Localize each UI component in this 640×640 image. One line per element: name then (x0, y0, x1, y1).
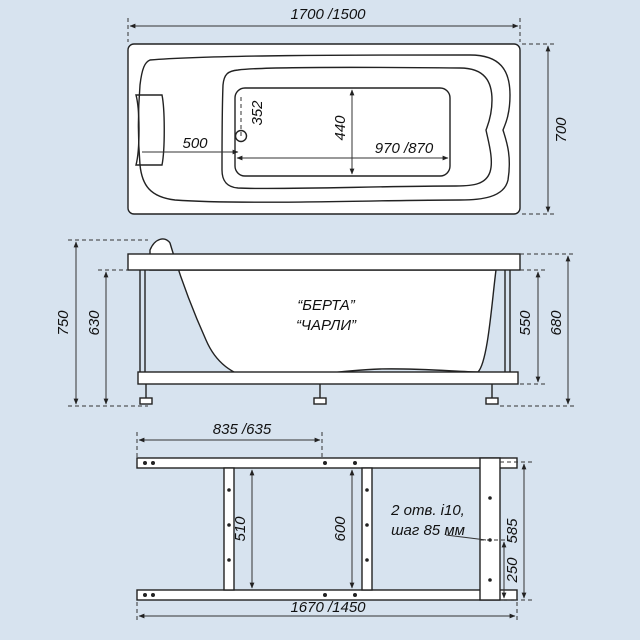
inner-depth-label: 440 (332, 115, 349, 141)
model-name-2: “ЧАРЛИ” (295, 317, 357, 334)
hole-note-line-2: шаг 85 мм (391, 522, 465, 539)
top-offset-label: 835 /635 (212, 421, 272, 438)
rail-span-label: 585 (504, 518, 521, 544)
drain-offset-label: 500 (182, 135, 208, 152)
frame-leg-2 (362, 468, 372, 590)
plan-view (128, 44, 520, 214)
leg-spacing-2-label: 600 (332, 516, 349, 542)
rim-height-right-label: 680 (548, 310, 565, 336)
rim-height-left-label: 630 (86, 310, 103, 336)
frame-length-label: 1670 /1450 (290, 599, 366, 616)
hole-note-line-1: 2 отв. i10, (391, 502, 465, 519)
model-name-1: “БЕРТА” (297, 297, 355, 314)
frame-height-label: 550 (517, 310, 534, 336)
rail-offset-label: 250 (504, 557, 521, 583)
base-frame (138, 372, 518, 384)
leg-spacing-1-label: 510 (232, 516, 249, 542)
total-length-label: 1700 /1500 (290, 6, 366, 23)
drain-height-label: 352 (249, 100, 266, 126)
inner-length-label: 970 /870 (374, 140, 434, 157)
tub-rim (128, 254, 520, 270)
width-label: 700 (553, 117, 570, 143)
total-height-label: 750 (55, 310, 72, 336)
